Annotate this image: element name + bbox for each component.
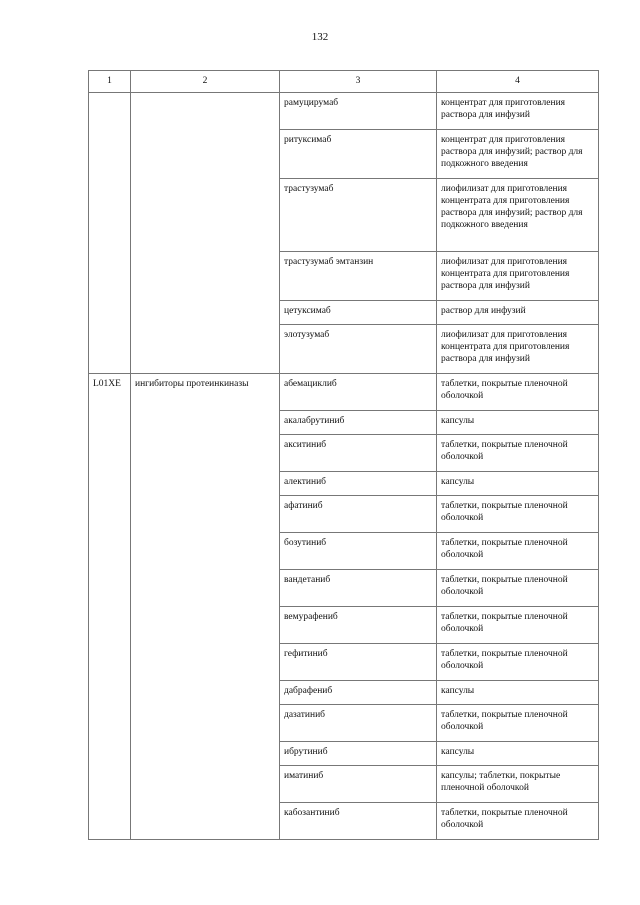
column-header-2: 2 (131, 71, 280, 93)
drug-name: гефитиниб (280, 644, 437, 681)
page-number: 132 (311, 31, 329, 43)
dosage-form: таблетки, покрытые пленочной оболочкой (437, 496, 599, 533)
drug-name: абемациклиб (280, 374, 437, 411)
dosage-form: таблетки, покрытые пленочной оболочкой (437, 644, 599, 681)
dosage-form: концентрат для приготовления раствора для инфузий (437, 93, 599, 130)
drug-name: дабрафениб (280, 681, 437, 705)
table-body (89, 93, 599, 840)
drug-name: ритуксимаб (280, 130, 437, 179)
dosage-form: капсулы (437, 411, 599, 435)
drug-name: бозутиниб (280, 533, 437, 570)
column-header-1: 1 (89, 71, 131, 93)
dosage-form: лиофилизат для приготовления концентрата для приготовления раствора для инфузий (437, 325, 599, 374)
dosage-form: капсулы (437, 681, 599, 705)
atc-group-name: ингибиторы протеинкиназы (131, 374, 280, 840)
drug-name: трастузумаб (280, 179, 437, 252)
dosage-form: капсулы (437, 742, 599, 766)
drug-name: кабозантиниб (280, 803, 437, 840)
continued-code-cell (89, 93, 131, 374)
dosage-form: таблетки, покрытые пленочной оболочкой (437, 705, 599, 742)
dosage-form: таблетки, покрытые пленочной оболочкой (437, 570, 599, 607)
dosage-form: таблетки, покрытые пленочной оболочкой (437, 803, 599, 840)
drug-name: элотузумаб (280, 325, 437, 374)
drug-table (88, 70, 599, 840)
drug-name: афатиниб (280, 496, 437, 533)
table-row (89, 93, 599, 130)
dosage-form: капсулы (437, 472, 599, 496)
drug-name: вемурафениб (280, 607, 437, 644)
drug-name: алектиниб (280, 472, 437, 496)
continued-group-cell (131, 93, 280, 374)
dosage-form: лиофилизат для приготовления концентрата для приготовления раствора для инфузий (437, 252, 599, 301)
dosage-form: концентрат для приготовления раствора для инфузий; раствор для подкожного введения (437, 130, 599, 179)
dosage-form: таблетки, покрытые пленочной оболочкой (437, 607, 599, 644)
drug-name: иматиниб (280, 766, 437, 803)
drug-name: цетуксимаб (280, 301, 437, 325)
column-header-3: 3 (280, 71, 437, 93)
column-header-4: 4 (437, 71, 599, 93)
dosage-form: капсулы; таблетки, покрытые пленочной оболочкой (437, 766, 599, 803)
drug-name: рамуцирумаб (280, 93, 437, 130)
drug-name: дазатиниб (280, 705, 437, 742)
dosage-form: таблетки, покрытые пленочной оболочкой (437, 374, 599, 411)
drug-name: вандетаниб (280, 570, 437, 607)
header-row (89, 71, 599, 93)
dosage-form: раствор для инфузий (437, 301, 599, 325)
table-row (89, 374, 599, 411)
drug-name: ибрутиниб (280, 742, 437, 766)
dosage-form: таблетки, покрытые пленочной оболочкой (437, 533, 599, 570)
atc-code: L01XE (89, 374, 131, 840)
drug-name: акситиниб (280, 435, 437, 472)
dosage-form: лиофилизат для приготовления концентрата для приготовления раствора для инфузий; раствор для подкожного введения (437, 179, 599, 252)
drug-name: трастузумаб эмтанзин (280, 252, 437, 301)
drug-name: акалабрутиниб (280, 411, 437, 435)
dosage-form: таблетки, покрытые пленочной оболочкой (437, 435, 599, 472)
